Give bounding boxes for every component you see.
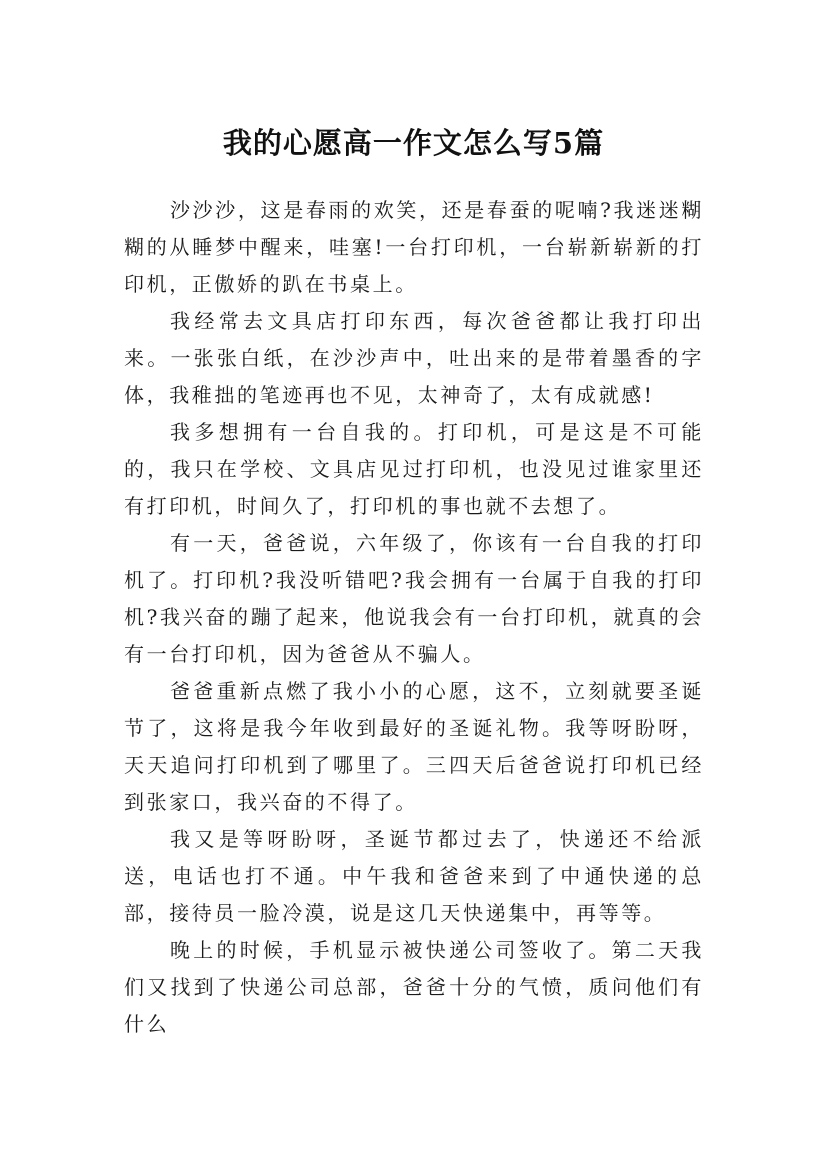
paragraph: 我经常去文具店打印东西，每次爸爸都让我打印出来。一张张白纸，在沙沙声中，吐出来的是带着墨香的字体，我稚拙的笔迹再也不见，太神奇了，太有成就感! bbox=[124, 309, 704, 407]
document-body bbox=[124, 192, 704, 1043]
paragraph: 我又是等呀盼呀，圣诞节都过去了，快递还不给派送，电话也打不通。中午我和爸爸来到了中通快递的总部，接待员一脸冷漠，说是这几天快递集中，再等等。 bbox=[124, 827, 704, 925]
paragraph: 晚上的时候，手机显示被快递公司签收了。第二天我们又找到了快递公司总部，爸爸十分的气愤，质问他们有什么 bbox=[124, 938, 704, 1036]
document-title: 我的心愿高一作文怎么写5篇 bbox=[222, 126, 605, 161]
paragraph: 有一天，爸爸说，六年级了，你该有一台自我的打印机了。打印机?我没听错吧?我会拥有一台属于自我的打印机?我兴奋的蹦了起来，他说我会有一台打印机，就真的会有一台打印机，因为爸爸从不骗人。 bbox=[124, 531, 704, 666]
paragraph: 爸爸重新点燃了我小小的心愿，这不，立刻就要圣诞节了，这将是我今年收到最好的圣诞礼物。我等呀盼呀，天天追问打印机到了哪里了。三四天后爸爸说打印机已经到张家口，我兴奋的不得了。 bbox=[124, 679, 704, 814]
paragraph: 我多想拥有一台自我的。打印机，可是这是不可能的，我只在学校、文具店见过打印机，也没见过谁家里还有打印机，时间久了，打印机的事也就不去想了。 bbox=[124, 420, 704, 518]
paragraph: 沙沙沙，这是春雨的欢笑，还是春蚕的呢喃?我迷迷糊糊的从睡梦中醒来，哇塞!一台打印机，一台崭新崭新的打印机，正傲娇的趴在书桌上。 bbox=[124, 198, 704, 296]
